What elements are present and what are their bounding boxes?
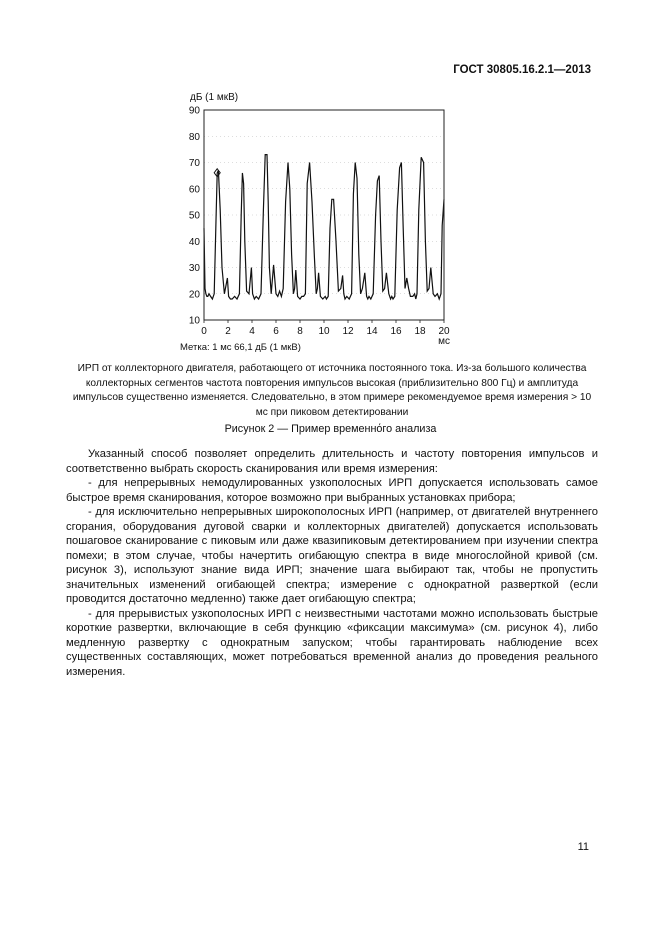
y-tick-label: 50: [188, 210, 200, 222]
paragraph: - для прерывистых узкополосных ИРП с неизвестными частотами можно использовать быстрые короткие развертки, включающие в себя функцию «фиксации максимума» (см. рисунок 4), либо медленную развертку с однократным запуском; чтобы гарантировать наблюдение всех существенных составляющих, может потребоваться временной анализ до проведения реального измерения.: [66, 607, 598, 678]
x-tick-label: 16: [390, 326, 402, 337]
document-header: ГОСТ 30805.16.2.1—2013: [453, 64, 591, 76]
y-tick-label: 90: [188, 105, 200, 117]
page-number: 11: [577, 841, 589, 853]
y-tick-label: 10: [188, 315, 200, 327]
paragraph: - для исключительно непрерывных широкополосных ИРП (например, от двигателей внутреннего сгорания, оборудования дуговой сварки и коллекторных двигателей) допускается использовать пошаговое сканирование с пиковым или даже квазипиковым детектированием при изучении спектра помехи; в этом случае, чтобы начертить огибающую спектра в виде многослойной кривой (см. рисунок 3), используют знание вида ИРП; значение шага выбирают так, чтобы не пропустить значительных изменений огибающей спектра; измерение с однократной разверткой (если проводится достаточно медленно) также дает огибающую спектра;: [66, 506, 598, 605]
x-tick-label: 4: [249, 326, 255, 337]
body-text: [66, 447, 598, 679]
time-domain-chart: [160, 88, 500, 358]
x-tick-label: 14: [366, 326, 378, 337]
x-tick-label: 20: [438, 326, 450, 337]
x-tick-label: 2: [225, 326, 231, 337]
paragraph: Указанный способ позволяет определить длительность и частоту повторения импульсов и соответственно выбрать скорость сканирования или время измерения:: [66, 448, 598, 475]
x-tick-label: 18: [414, 326, 426, 337]
y-axis-label: дБ (1 мкВ): [190, 92, 239, 103]
y-tick-label: 70: [188, 158, 200, 169]
x-tick-label: 8: [297, 326, 303, 337]
x-tick-label: 10: [318, 326, 330, 337]
signal-trace: [204, 155, 444, 299]
y-tick-label: 40: [188, 236, 200, 248]
figure-caption-note: ИРП от коллекторного двигателя, работающего от источника постоянного тока. Из-за большого количества коллекторных сегментов частота повторения импульсов высокая (приблизительно 800 Гц) и амплитуда импульсов существенно изменяется. Следовательно, в этом примере рекомендуемое время измерения > 10 мс при пиковом детектировании: [72, 363, 592, 418]
x-tick-label: 12: [342, 326, 354, 337]
marker-note: Метка: 1 мс 66,1 дБ (1 мкВ): [180, 342, 301, 353]
paragraph: - для непрерывных немодулированных узкополосных ИРП допускается использовать самое быстрое время сканирования, которое возможно при выбранных установках прибора;: [66, 477, 598, 504]
figure-title: Рисунок 2 — Пример временнόго анализа: [224, 423, 437, 435]
y-tick-label: 20: [188, 289, 200, 301]
y-tick-label: 30: [188, 263, 200, 274]
time-analysis-figure: [160, 88, 500, 358]
y-tick-label: 60: [188, 184, 200, 196]
y-tick-label: 80: [188, 131, 200, 143]
x-tick-label: 6: [273, 326, 279, 337]
x-axis-label: мс: [438, 336, 450, 347]
x-tick-label: 0: [201, 326, 207, 337]
